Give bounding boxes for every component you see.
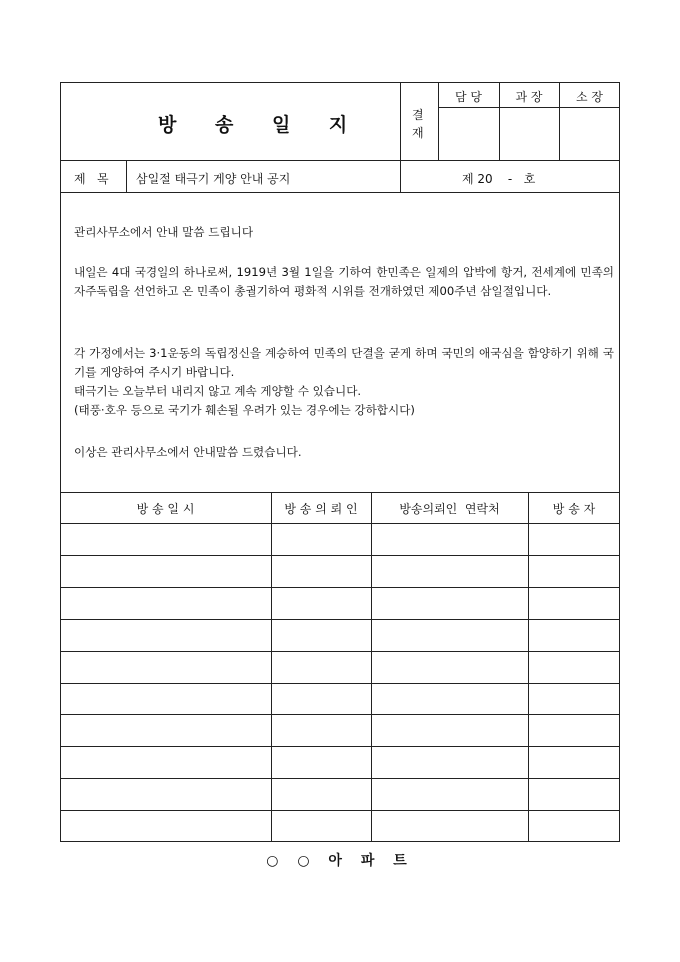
paragraph-history: [74, 263, 614, 301]
paragraph-request-line3: (태풍·호우 등으로 국기가 훼손될 우려가 있는 경우에는 강하합시다): [74, 403, 415, 417]
paragraph-request-line2: 태극기는 오늘부터 내리지 않고 계속 게양할 수 있습니다.: [74, 384, 362, 398]
subject-value: 삼일절 태극기 게양 안내 공지: [136, 172, 291, 186]
cell-datetime[interactable]: [61, 620, 271, 651]
signature-box-director[interactable]: [560, 108, 619, 159]
cell-requester-contact[interactable]: [372, 620, 528, 651]
cell-requester[interactable]: [272, 556, 371, 587]
cell-requester-contact[interactable]: [372, 747, 528, 778]
cell-datetime[interactable]: [61, 556, 271, 587]
col-header-broadcaster: 방 송 자: [552, 502, 596, 516]
divider: [400, 82, 401, 192]
cell-requester[interactable]: [272, 715, 371, 746]
col-header-datetime: 방 송 일 시: [136, 502, 195, 516]
cell-broadcaster[interactable]: [529, 715, 620, 746]
cell-requester-contact[interactable]: [372, 588, 528, 619]
divider: [126, 160, 127, 192]
apartment-name: ○ ○ 아 파 트: [266, 853, 414, 869]
cell-broadcaster[interactable]: [529, 588, 620, 619]
subject-label: 제 목: [74, 172, 109, 186]
cell-requester[interactable]: [272, 779, 371, 810]
cell-requester-contact[interactable]: [372, 556, 528, 587]
cell-requester[interactable]: [272, 652, 371, 683]
cell-datetime[interactable]: [61, 811, 271, 842]
page-title: 방 송 일 지: [158, 114, 364, 136]
cell-requester[interactable]: [272, 684, 371, 715]
paragraph-history-text: 내일은 4대 국경일의 하나로써, 1919년 3월 1일을 기하여 한민족은 일제의 압박에 항거, 전세계에 민족의 자주독립을 선언하고 온 민족이 총궐기하여 평화적 시위를 전개하였던 제00주년 삼일절입니다.: [74, 265, 614, 298]
cell-datetime[interactable]: [61, 588, 271, 619]
paragraph-request-text: 각 가정에서는 3·1운동의 독립정신을 계승하여 민족의 단결을 굳게 하며 국민의 애국심을 함양하기 위해 국기를 게양하여 주시기 바랍니다.: [74, 346, 614, 379]
divider: [60, 492, 620, 493]
paragraph-request: [74, 344, 614, 420]
divider: [60, 192, 620, 193]
cell-broadcaster[interactable]: [529, 556, 620, 587]
cell-datetime[interactable]: [61, 715, 271, 746]
cell-requester-contact[interactable]: [372, 811, 528, 842]
closing: [74, 443, 614, 462]
approver-manager-label: 담 당: [455, 90, 482, 104]
broadcast-number: 제 20 - 호: [462, 172, 536, 186]
signature-box-section-chief[interactable]: [500, 108, 558, 159]
cell-requester[interactable]: [272, 620, 371, 651]
closing-text: 이상은 관리사무소에서 안내말씀 드렸습니다.: [74, 445, 302, 459]
cell-broadcaster[interactable]: [529, 684, 620, 715]
cell-requester[interactable]: [272, 524, 371, 555]
cell-requester-contact[interactable]: [372, 715, 528, 746]
cell-requester[interactable]: [272, 747, 371, 778]
divider: [60, 160, 620, 161]
greeting: 관리사무소에서 안내 말씀 드립니다: [74, 225, 254, 239]
announcement-body: [74, 223, 614, 242]
approver-director-label: 소 장: [576, 90, 603, 104]
cell-broadcaster[interactable]: [529, 524, 620, 555]
cell-datetime[interactable]: [61, 524, 271, 555]
signature-box-manager[interactable]: [439, 108, 498, 159]
cell-datetime[interactable]: [61, 747, 271, 778]
cell-broadcaster[interactable]: [529, 747, 620, 778]
cell-datetime[interactable]: [61, 779, 271, 810]
approver-section-chief-label: 과 장: [515, 90, 543, 104]
cell-requester[interactable]: [272, 588, 371, 619]
cell-requester-contact[interactable]: [372, 652, 528, 683]
cell-requester[interactable]: [272, 811, 371, 842]
cell-requester-contact[interactable]: [372, 524, 528, 555]
approval-label: 결 재: [412, 108, 424, 140]
cell-broadcaster[interactable]: [529, 652, 620, 683]
cell-broadcaster[interactable]: [529, 779, 620, 810]
cell-requester-contact[interactable]: [372, 684, 528, 715]
cell-datetime[interactable]: [61, 684, 271, 715]
cell-requester-contact[interactable]: [372, 779, 528, 810]
cell-broadcaster[interactable]: [529, 620, 620, 651]
col-header-requester-contact: 방송의뢰인 연락처: [399, 502, 500, 516]
cell-datetime[interactable]: [61, 652, 271, 683]
col-header-requester: 방 송 의 뢰 인: [284, 502, 358, 516]
cell-broadcaster[interactable]: [529, 811, 620, 842]
